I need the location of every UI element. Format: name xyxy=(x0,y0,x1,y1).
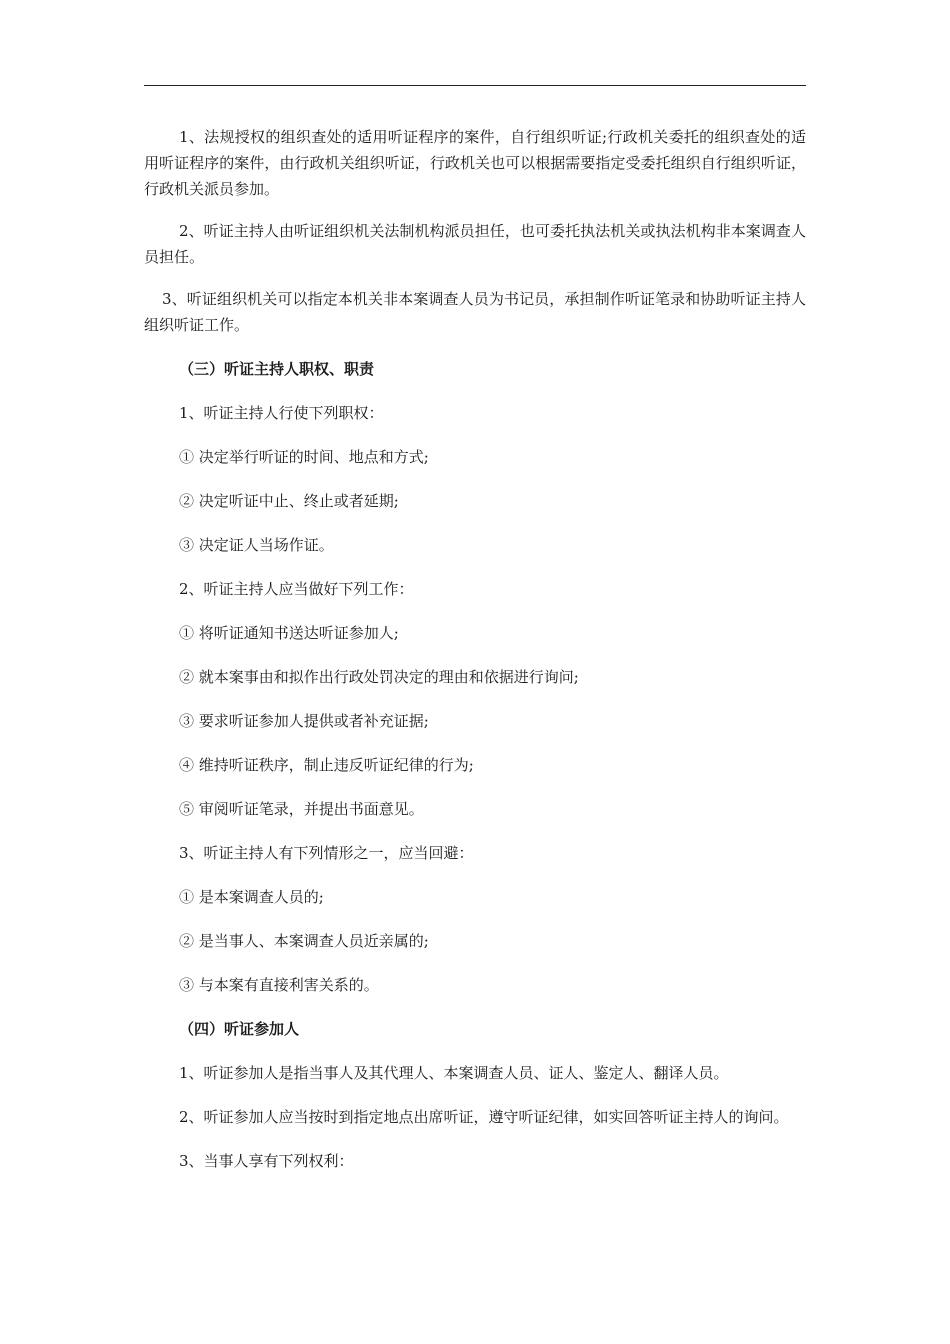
list-item: ③ 要求听证参加人提供或者补充证据; xyxy=(179,712,429,730)
section-heading-4: （四）听证参加人 xyxy=(179,1020,300,1038)
paragraph: 2、听证参加人应当按时到指定地点出席听证，遵守听证纪律，如实回答听证主持人的询问。 xyxy=(179,1108,789,1126)
list-item: ① 决定举行听证的时间、地点和方式; xyxy=(179,448,429,466)
list-item: ⑤ 审阅听证笔录，并提出书面意见。 xyxy=(179,800,424,818)
document-body xyxy=(144,124,806,1192)
list-item: ③ 与本案有直接利害关系的。 xyxy=(179,976,379,994)
list-item: ① 将听证通知书送达听证参加人; xyxy=(179,624,399,642)
list-intro: 2、听证主持人应当做好下列工作： xyxy=(179,580,414,598)
list-item: ② 决定听证中止、终止或者延期; xyxy=(179,492,399,510)
paragraph-3: 3、听证组织机关可以指定本机关非本案调查人员为书记员，承担制作听证笔录和协助听证主持人组织听证工作。 xyxy=(144,290,806,334)
list-intro: 1、听证主持人行使下列职权： xyxy=(179,404,384,422)
paragraph: 1、听证参加人是指当事人及其代理人、本案调查人员、证人、鉴定人、翻译人员。 xyxy=(179,1064,729,1082)
list-item: ② 就本案事由和拟作出行政处罚决定的理由和依据进行询问; xyxy=(179,668,579,686)
list-item: ④ 维持听证秩序，制止违反听证纪律的行为; xyxy=(179,756,474,774)
paragraph-1: 1、法规授权的组织查处的适用听证程序的案件，自行组织听证;行政机关委托的组织查处的适用听证程序的案件，由行政机关组织听证，行政机关也可以根据需要指定受委托组织自行组织听证，行政机关派员参加。 xyxy=(144,128,806,198)
list-intro: 3、听证主持人有下列情形之一，应当回避： xyxy=(179,844,474,862)
paragraph-2: 2、听证主持人由听证组织机关法制机构派员担任，也可委托执法机关或执法机构非本案调查人员担任。 xyxy=(144,222,806,266)
list-item: ② 是当事人、本案调查人员近亲属的; xyxy=(179,932,429,950)
list-intro: 3、当事人享有下列权利： xyxy=(179,1152,354,1170)
header-rule xyxy=(144,85,806,86)
list-item: ③ 决定证人当场作证。 xyxy=(179,536,334,554)
list-item: ① 是本案调查人员的; xyxy=(179,888,324,906)
section-heading-3: （三）听证主持人职权、职责 xyxy=(179,360,375,378)
